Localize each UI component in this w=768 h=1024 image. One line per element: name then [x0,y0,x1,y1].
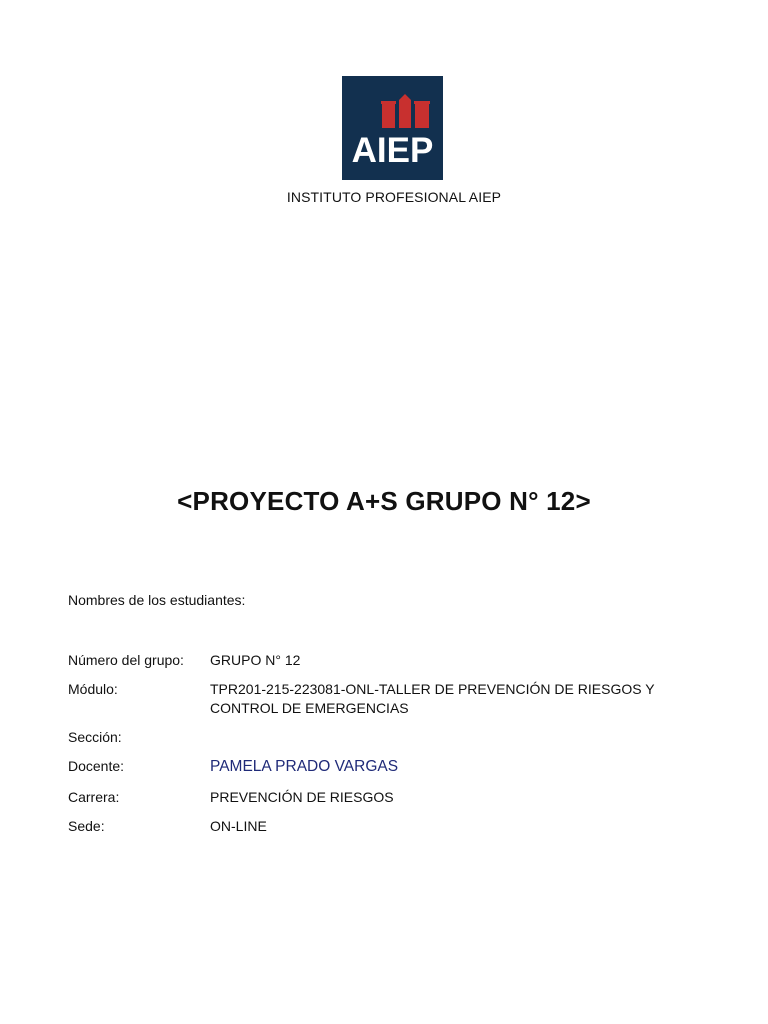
aiep-logo-mark [342,76,443,180]
section-value [210,728,670,747]
teacher-label: Docente: [68,758,125,774]
logo-text: AIEP [351,131,434,170]
info-row-career [68,788,670,807]
group-value: GRUPO N° 12 [210,652,301,668]
career-label: Carrera: [68,789,120,805]
info-row-campus [68,817,670,836]
module-label: Módulo: [68,681,118,697]
module-value: TPR201-215-223081-ONL-TALLER DE PREVENCIÓN DE RIESGOS Y CONTROL DE EMERGENCIAS [210,681,655,716]
campus-value: ON-LINE [210,818,267,834]
students-label: Nombres de los estudiantes: [68,592,246,608]
info-row-module [68,680,670,718]
info-row-teacher [68,757,670,776]
info-row-group [68,651,670,670]
teacher-value: PAMELA PRADO VARGAS [210,758,399,775]
info-row-section [68,728,670,747]
career-value: PREVENCIÓN DE RIESGOS [210,789,394,805]
section-label: Sección: [68,729,122,745]
institution-name: INSTITUTO PROFESIONAL AIEP [286,189,502,205]
campus-label: Sede: [68,818,105,834]
aiep-logo [342,76,443,180]
group-label: Número del grupo: [68,652,184,668]
document-title: <PROYECTO A+S GRUPO N° 12> [177,486,591,516]
